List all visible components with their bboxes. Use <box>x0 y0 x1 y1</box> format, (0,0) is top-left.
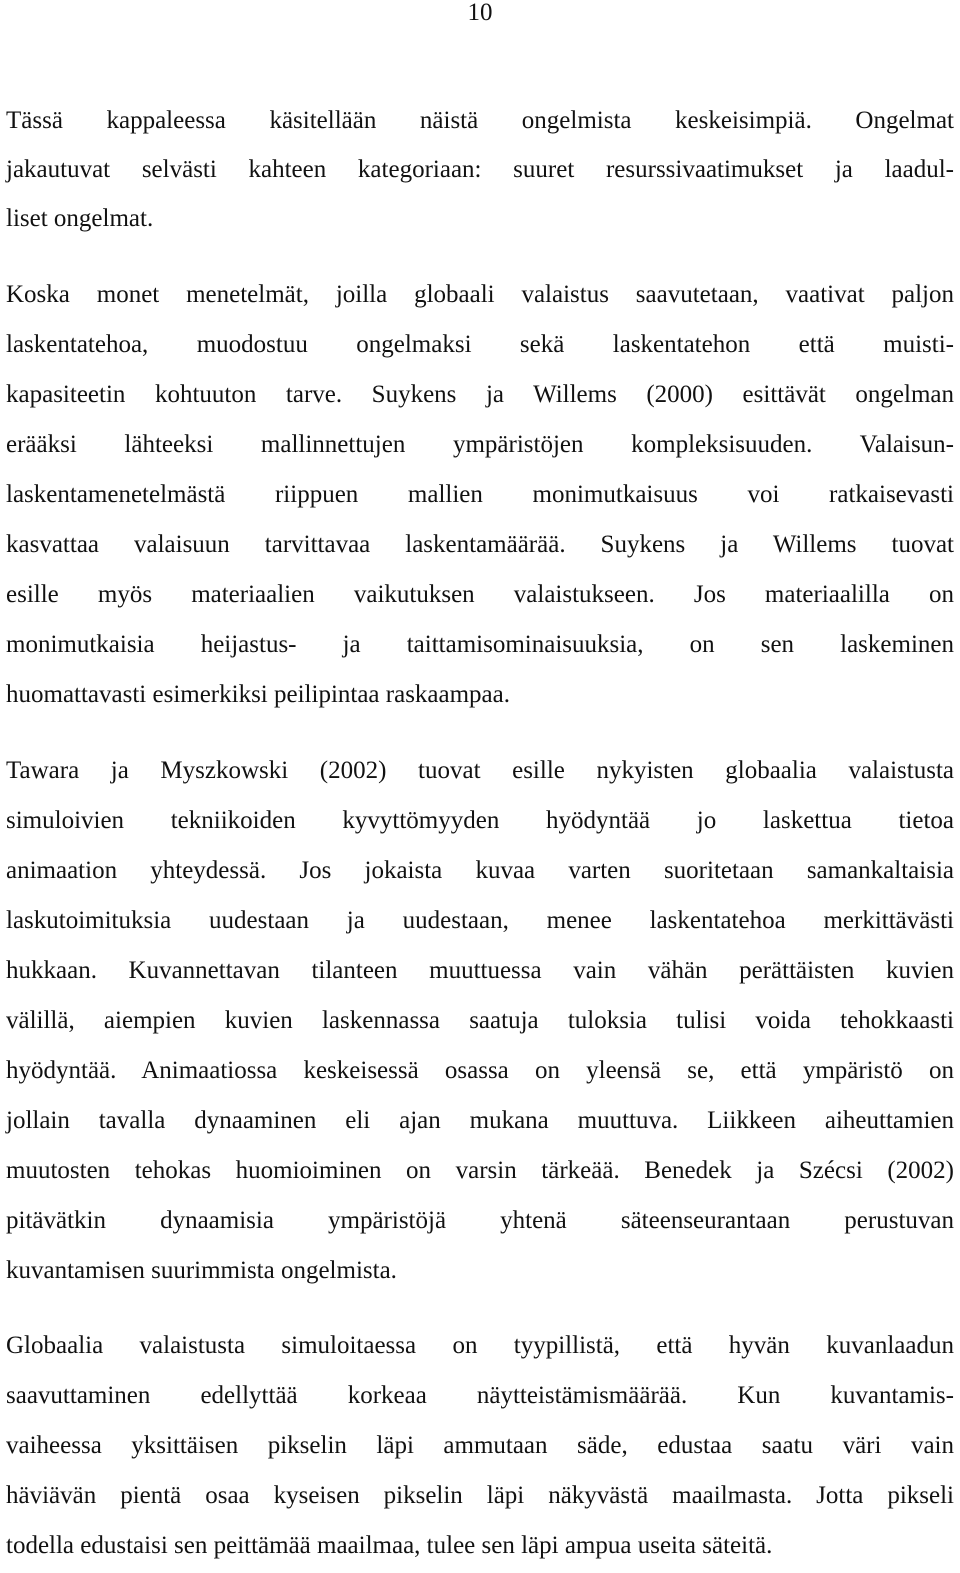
text-line: jollain tavalla dynaaminen eli ajan mukana muuttuva. Liikkeen aiheuttamien <box>6 1107 954 1134</box>
paragraph-3 <box>6 746 954 1296</box>
text-line: todella edustaisi sen peittämää maailmaa, tulee sen läpi ampua useita säteitä. <box>6 1532 773 1559</box>
text-line: saavuttaminen edellyttää korkeaa näytteistämismäärää. Kun kuvantamis- <box>6 1382 954 1409</box>
text-line: kapasiteetin kohtuuton tarve. Suykens ja Willems (2000) esittävät ongelman <box>6 381 954 408</box>
text-line: Koska monet menetelmät, joilla globaali valaistus saavutetaan, vaativat paljon <box>6 281 954 308</box>
text-line: vaiheessa yksittäisen pikselin läpi ammutaan säde, edustaa saatu väri vain <box>6 1432 954 1459</box>
text-line: pitävätkin dynaamisia ympäristöjä yhtenä säteenseurantaan perustuvan <box>6 1207 954 1234</box>
text-line: Tawara ja Myszkowski (2002) tuovat esille nykyisten globaalia valaistusta <box>6 757 954 784</box>
text-line: kuvantamisen suurimmista ongelmista. <box>6 1257 397 1284</box>
text-line: laskentatehoa, muodostuu ongelmaksi sekä laskentatehon että muisti- <box>6 331 954 358</box>
text-line: laskentamenetelmästä riippuen mallien monimutkaisuus voi ratkaisevasti <box>6 481 954 508</box>
text-line: huomattavasti esimerkiksi peilipintaa raskaampaa. <box>6 681 511 708</box>
text-line: esille myös materiaalien vaikutuksen valaistukseen. Jos materiaalilla on <box>6 581 954 608</box>
text-line: häviävän pientä osaa kyseisen pikselin läpi näkyvästä maailmasta. Jotta pikseli <box>6 1482 954 1509</box>
text-line: välillä, aiempien kuvien laskennassa saatuja tuloksia tulisi voida tehokkaasti <box>6 1007 954 1034</box>
paragraph-2 <box>6 270 954 720</box>
text-line: monimutkaisia heijastus- ja taittamisominaisuuksia, on sen laskeminen <box>6 631 954 658</box>
paragraph-1 <box>6 96 954 243</box>
text-line: liset ongelmat. <box>6 205 154 232</box>
text-line: animaation yhteydessä. Jos jokaista kuvaa varten suoritetaan samankaltaisia <box>6 857 954 884</box>
page-number: 10 <box>467 0 493 26</box>
text-line: jakautuvat selvästi kahteen kategoriaan: suuret resurssivaatimukset ja laadul- <box>6 156 954 183</box>
text-line: hyödyntää. Animaatiossa keskeisessä osassa on yleensä se, että ympäristö on <box>6 1057 954 1084</box>
text-line: Tässä kappaleessa käsitellään näistä ongelmista keskeisimpiä. Ongelmat <box>6 107 954 134</box>
document-body <box>6 96 954 1571</box>
text-line: hukkaan. Kuvannettavan tilanteen muuttuessa vain vähän perättäisten kuvien <box>6 957 954 984</box>
text-line: muutosten tehokas huomioiminen on varsin tärkeää. Benedek ja Szécsi (2002) <box>6 1157 954 1184</box>
paragraph-4 <box>6 1321 954 1571</box>
text-line: Globaalia valaistusta simuloitaessa on tyypillistä, että hyvän kuvanlaadun <box>6 1332 954 1359</box>
text-line: erääksi lähteeksi mallinnettujen ympäristöjen kompleksisuuden. Valaisun- <box>6 431 954 458</box>
text-line: simuloivien tekniikoiden kyvyttömyyden hyödyntää jo laskettua tietoa <box>6 807 954 834</box>
text-line: laskutoimituksia uudestaan ja uudestaan, menee laskentatehoa merkittävästi <box>6 907 954 934</box>
text-line: kasvattaa valaisuun tarvittavaa laskentamäärää. Suykens ja Willems tuovat <box>6 531 954 558</box>
